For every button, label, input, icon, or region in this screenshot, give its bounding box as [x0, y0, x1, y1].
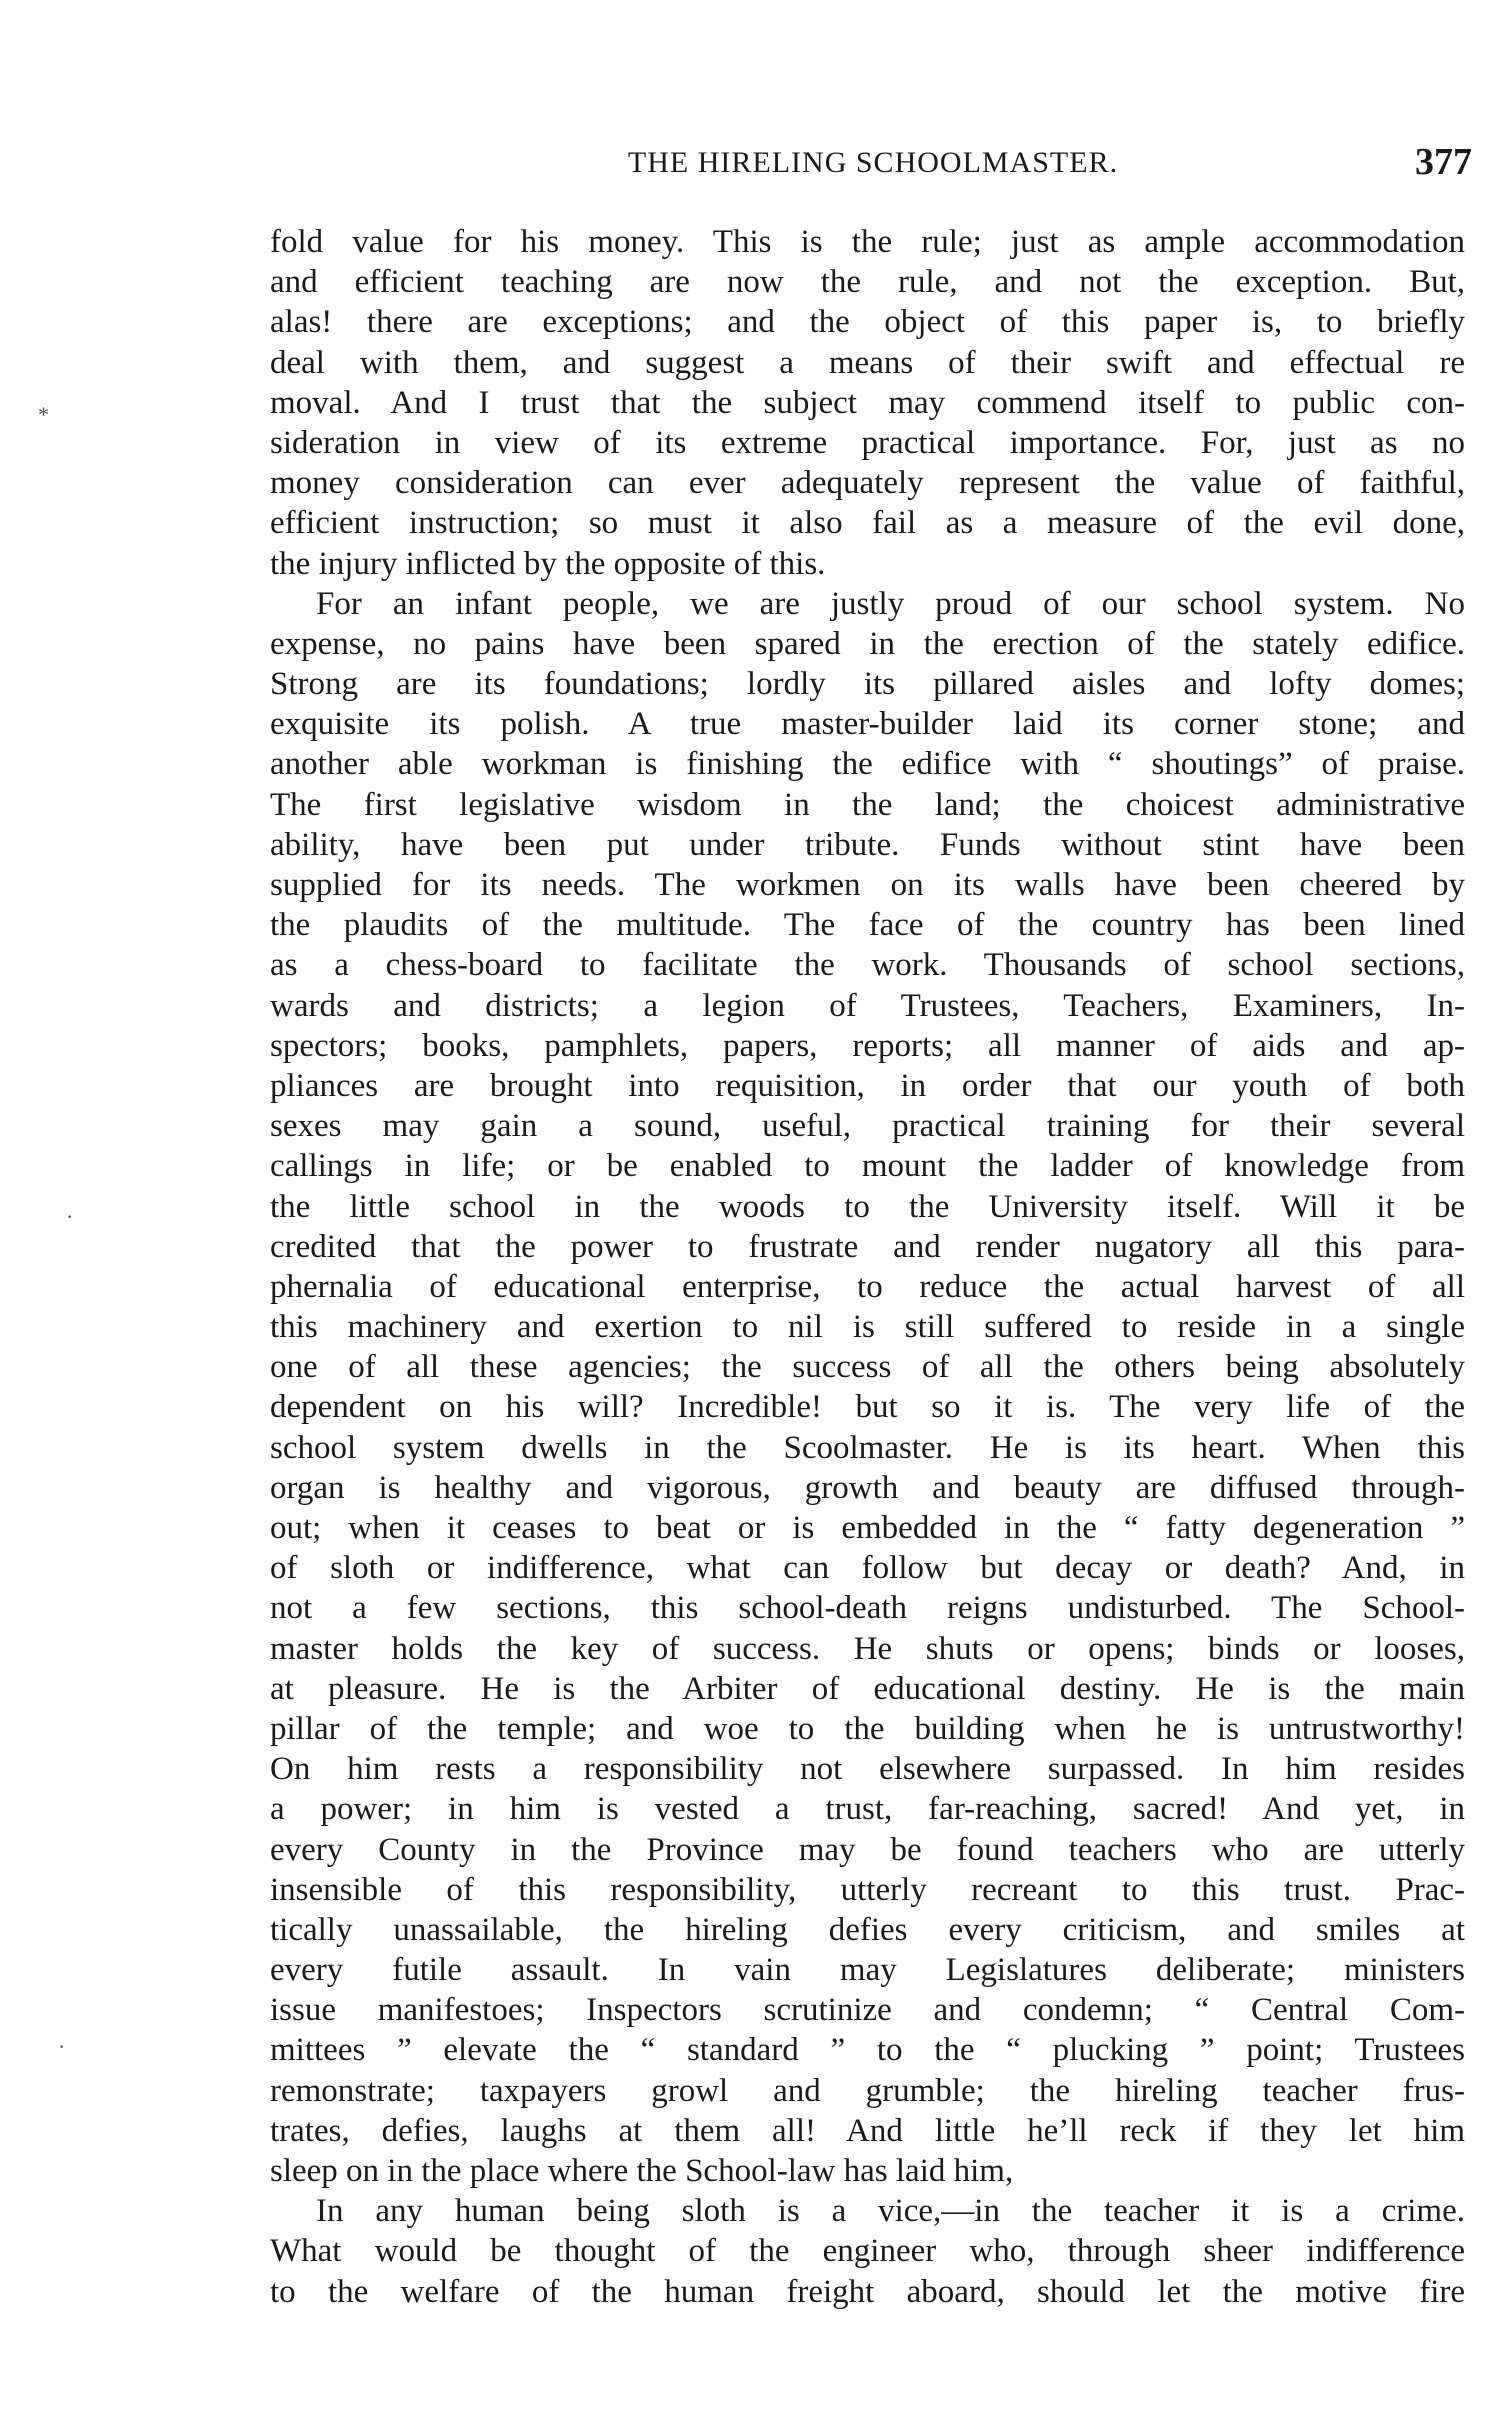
text-line: trates, defies, laughs at them all! And little he’ll reck if they let him	[270, 2112, 1465, 2149]
text-line: insensible of this responsibility, utterly recreant to this trust. Prac-	[270, 1871, 1465, 1908]
text-line: In any human being sloth is a vice,—in the teacher it is a crime.	[316, 2193, 1465, 2230]
text-line: every futile assault. In vain may Legislatures deliberate; ministers	[270, 1952, 1465, 1989]
text-line: efficient instruction; so must it also fail as a measure of the evil done,	[270, 505, 1465, 542]
margin-speck: ·	[58, 2034, 66, 2059]
text-line: and efficient teaching are now the rule, and not the exception. But,	[270, 264, 1465, 301]
text-line: fold value for his money. This is the rule; just as ample accommodation	[270, 224, 1465, 260]
text-line: of sloth or indifference, what can follow but decay or death? And, in	[270, 1550, 1465, 1587]
text-line: moval. And I trust that the subject may commend itself to public con-	[270, 384, 1465, 421]
text-line: as a chess-board to facilitate the work. Thousands of school sections,	[270, 947, 1465, 984]
text-line: phernalia of educational enterprise, to reduce the actual harvest of all	[270, 1268, 1465, 1305]
text-line: issue manifestoes; Inspectors scrutinize and condemn; “ Central Com-	[270, 1992, 1465, 2029]
text-line: pliances are brought into requisition, in order that our youth of both	[270, 1067, 1465, 1104]
text-line: at pleasure. He is the Arbiter of educational destiny. He is the main	[270, 1670, 1465, 1707]
running-title: THE HIRELING SCHOOLMASTER.	[627, 146, 1119, 179]
text-line: the plaudits of the multitude. The face of the country has been lined	[270, 907, 1465, 944]
text-line: wards and districts; a legion of Trustees, Teachers, Examiners, In-	[270, 987, 1465, 1024]
text-line: this machinery and exertion to nil is still suffered to reside in a single	[270, 1309, 1465, 1346]
text-line: The first legislative wisdom in the land; the choicest administrative	[270, 786, 1465, 823]
text-line: On him rests a responsibility not elsewhere surpassed. In him resides	[270, 1751, 1465, 1788]
text-line: For an infant people, we are justly proud of our school system. No	[316, 585, 1465, 622]
text-line: not a few sections, this school-death reigns undisturbed. The School-	[270, 1590, 1465, 1627]
text-line: credited that the power to frustrate and render nugatory all this para-	[270, 1228, 1465, 1265]
text-line: ability, have been put under tribute. Funds without stint have been	[270, 826, 1465, 863]
text-line: supplied for its needs. The workmen on its walls have been cheered by	[270, 867, 1465, 903]
text-line: sideration in view of its extreme practical importance. For, just as no	[270, 424, 1465, 461]
text-line: deal with them, and suggest a means of their swift and effectual re	[270, 344, 1465, 381]
text-line: sleep on in the place where the School-law has laid him,	[270, 2153, 1014, 2189]
text-line: dependent on his will? Incredible! but so it is. The very life of the	[270, 1389, 1465, 1426]
text-line: mittees ” elevate the “ standard ” to the “ plucking ” point; Trustees	[270, 2032, 1465, 2069]
text-line: the injury inflicted by the opposite of this.	[270, 545, 826, 582]
text-line: to the welfare of the human freight aboard, should let the motive fire	[270, 2273, 1465, 2310]
text-line: one of all these agencies; the success of all the others being absolutely	[270, 1349, 1465, 1386]
text-line: master holds the key of success. He shuts or opens; binds or looses,	[270, 1630, 1465, 1667]
text-line: Strong are its foundations; lordly its pillared aisles and lofty domes;	[270, 666, 1465, 703]
text-line: spectors; books, pamphlets, papers, reports; all manner of aids and ap-	[270, 1027, 1465, 1064]
text-line: callings in life; or be enabled to mount the ladder of knowledge from	[270, 1148, 1465, 1185]
margin-speck: *	[38, 402, 49, 427]
page-number: 377	[1415, 141, 1472, 183]
text-line: a power; in him is vested a trust, far-reaching, sacred! And yet, in	[270, 1791, 1465, 1828]
text-line: exquisite its polish. A true master-builder laid its corner stone; and	[270, 706, 1465, 743]
text-line: tically unassailable, the hireling defies every criticism, and smiles at	[270, 1911, 1465, 1948]
text-line: money consideration can ever adequately represent the value of faithful,	[270, 465, 1465, 502]
text-line: expense, no pains have been spared in the erection of the stately edifice.	[270, 625, 1465, 662]
text-line: the little school in the woods to the University itself. Will it be	[270, 1188, 1465, 1225]
text-line: organ is healthy and vigorous, growth and beauty are diffused through-	[270, 1469, 1465, 1506]
text-line: pillar of the temple; and woe to the building when he is untrustworthy!	[270, 1710, 1465, 1747]
text-line: alas! there are exceptions; and the object of this paper is, to briefly	[270, 304, 1465, 341]
text-line: every County in the Province may be found teachers who are utterly	[270, 1831, 1465, 1868]
running-header	[268, 140, 1478, 190]
body-text	[270, 222, 1465, 2312]
text-line: What would be thought of the engineer who, through sheer indifference	[270, 2233, 1465, 2270]
text-line: another able workman is finishing the edifice with “ shoutings” of praise.	[270, 746, 1465, 783]
text-line: remonstrate; taxpayers growl and grumble; the hireling teacher frus-	[270, 2072, 1465, 2109]
text-line: sexes may gain a sound, useful, practical training for their several	[270, 1108, 1465, 1145]
margin-speck: ·	[66, 1204, 74, 1229]
text-line: out; when it ceases to beat or is embedded in the “ fatty degeneration ”	[270, 1510, 1465, 1546]
text-line: school system dwells in the Scoolmaster. He is its heart. When this	[270, 1429, 1465, 1466]
